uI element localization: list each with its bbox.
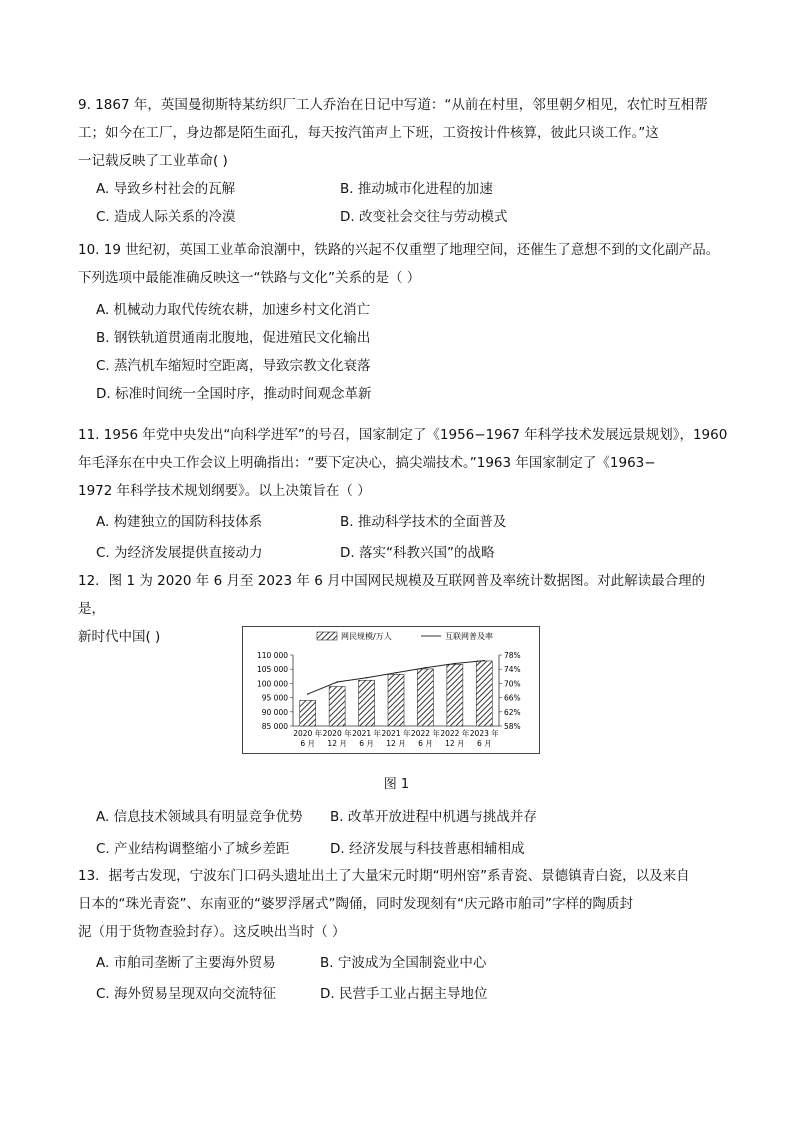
option-c[interactable]: C. 为经济发展提供直接动力 — [96, 545, 263, 561]
question-11-stem — [78, 421, 728, 505]
options-row — [78, 175, 728, 203]
bar — [300, 700, 316, 726]
bar — [476, 661, 492, 726]
x-tick-label-year: 2022 年 — [440, 729, 470, 738]
stem-line: 9. 1867 年，英国曼彻斯特某纺织厂工人乔治在日记中写道：“从前在村里，邻里朝夕相见，农忙时互相帮 — [78, 97, 708, 113]
option-c[interactable]: C. 产业结构调整缩小了城乡差距 — [96, 841, 290, 857]
bar — [417, 669, 433, 726]
x-tick-label-month: 12 月 — [386, 739, 406, 748]
stem-line: 10. 19 世纪初，英国工业革命浪潮中，铁路的兴起不仅重塑了地理空间，还催生了意想不到的文化副产品。 — [78, 242, 720, 258]
option-b[interactable]: B. 钢铁轨道贯通南北腹地，促进殖民文化输出 — [96, 330, 371, 346]
question-10 — [78, 236, 728, 408]
x-tick-label-year: 2021 年 — [381, 729, 411, 738]
option-c[interactable]: C. 海外贸易呈现双向交流特征 — [96, 986, 277, 1002]
stem-line: 日本的“珠光青瓷”、东南亚的“婆罗浮屠式”陶俑，同时发现刻有“庆元路市舶司”字样的陶质封 — [78, 896, 633, 912]
options-row — [78, 203, 728, 231]
question-9-stem — [78, 91, 728, 175]
question-9 — [78, 91, 728, 231]
left-tick-label: 85 000 — [261, 722, 288, 731]
right-tick-label: 74% — [504, 665, 521, 675]
right-tick-label: 62% — [504, 707, 521, 717]
option-b[interactable]: B. 宁波成为全国制瓷业中心 — [320, 955, 487, 971]
right-tick-label: 70% — [504, 679, 521, 689]
option-a[interactable]: A. 信息技术领域具有明显竞争优势 — [96, 809, 303, 825]
options-row — [78, 949, 728, 977]
line-point — [307, 693, 309, 695]
x-tick-label-year: 2020 年 — [322, 729, 352, 738]
x-tick-label-month: 6 月 — [300, 739, 316, 748]
line-point — [483, 660, 485, 662]
option-c[interactable]: C. 蒸汽机车缩短时空距离，导致宗教文化衰落 — [96, 358, 371, 374]
question-10-stem — [78, 236, 728, 292]
stem-line: 一记载反映了工业革命( ) — [78, 153, 228, 169]
bar — [359, 680, 375, 726]
option-b[interactable]: B. 推动城市化进程的加速 — [340, 181, 493, 197]
stem-line: 泥（用于货物查验封存）。这反映出当时（ ） — [78, 924, 346, 940]
chart-svg — [243, 627, 539, 753]
stem-line: 下列选项中最能准确反映这一“铁路与文化”关系的是（ ） — [78, 270, 421, 286]
left-tick-label: 90 000 — [261, 707, 288, 717]
x-tick-label-month: 6 月 — [359, 739, 374, 748]
stem-line: 11. 1956 年党中央发出“向科学进军”的号召，国家制定了《1956−1967 年科学技术发展远景规划》，1960 — [78, 427, 728, 443]
stem-line: 12．图 1 为 2020 年 6 月至 2023 年 6 月中国网民规模及互联网普及率统计数据图。对此解读最合理的是， — [78, 573, 706, 617]
legend-line-label: 互联网普及率 — [445, 632, 493, 641]
question-12-options — [78, 803, 728, 863]
x-tick-label-month: 6 月 — [418, 739, 433, 748]
legend-bar-label: 网民规模/万人 — [341, 632, 392, 641]
line-point — [425, 667, 427, 669]
option-a[interactable]: A. 市舶司垄断了主要海外贸易 — [96, 955, 276, 971]
stem-line: 13．据考古发现，宁波东门口码头遗址出土了大量宋元时期“明州窑”系青瓷、景德镇青白瓷，以及来自 — [78, 868, 690, 884]
stem-line: 1972 年科学技术规划纲要》。以上决策旨在（ ） — [78, 483, 371, 499]
line-point — [395, 672, 397, 674]
x-tick-label-month: 12 月 — [445, 739, 465, 748]
option-d[interactable]: D. 民营手工业占据主导地位 — [320, 986, 488, 1002]
question-13-stem — [78, 862, 728, 946]
left-tick-label: 105 000 — [256, 665, 288, 675]
options-row — [78, 803, 728, 831]
question-11 — [78, 421, 728, 567]
options-row — [78, 835, 728, 863]
stem-line: 年毛泽东在中央工作会议上明确指出：“要下定决心，搞尖端技术。”1963 年国家制定了《1963− — [78, 455, 656, 471]
line-point — [366, 677, 368, 679]
option-c[interactable]: C. 造成人际关系的冷漠 — [96, 209, 236, 225]
options-row — [78, 539, 728, 567]
line-point — [336, 681, 338, 683]
options-row — [78, 508, 728, 536]
left-tick-label: 110 000 — [256, 651, 288, 660]
right-tick-label: 78% — [504, 651, 521, 660]
option-d[interactable]: D. 标准时间统一全国时序，推动时间观念革新 — [96, 386, 372, 402]
bar — [447, 664, 463, 726]
option-a[interactable]: A. 构建独立的国防科技体系 — [96, 514, 263, 530]
bar — [388, 674, 404, 726]
x-tick-label-year: 2021 年 — [352, 729, 382, 738]
figure-caption: 图 1 — [383, 777, 410, 792]
option-d[interactable]: D. 改变社会交往与劳动模式 — [340, 209, 508, 225]
option-b[interactable]: B. 改革开放进程中机遇与挑战并存 — [330, 809, 537, 825]
right-tick-label: 58% — [504, 722, 521, 731]
stem-line: 新时代中国( ) — [78, 629, 161, 645]
option-a[interactable]: A. 导致乡村社会的瓦解 — [96, 181, 236, 197]
option-d[interactable]: D. 经济发展与科技普惠相辅相成 — [330, 841, 525, 857]
x-tick-label-month: 6 月 — [476, 739, 492, 748]
x-tick-label-year: 2022 年 — [410, 729, 440, 738]
option-d[interactable]: D. 落实“科教兴国”的战略 — [340, 545, 495, 561]
x-tick-label-year: 2020 年 — [293, 729, 323, 738]
x-tick-label-year: 2023 年 — [469, 729, 499, 738]
internet-chart — [242, 626, 540, 754]
legend-bar-swatch — [317, 632, 337, 640]
question-13 — [78, 862, 728, 1008]
option-b[interactable]: B. 推动科学技术的全面普及 — [340, 514, 507, 530]
options-row — [78, 980, 728, 1008]
right-tick-label: 66% — [504, 693, 521, 703]
x-tick-label-month: 12 月 — [327, 739, 347, 748]
stem-line: 工；如今在工厂，身边都是陌生面孔，每天按汽笛声上下班，工资按计件核算，彼此只谈工作。”这 — [78, 125, 659, 141]
line-point — [454, 663, 456, 665]
left-tick-label: 100 000 — [256, 679, 288, 689]
option-a[interactable]: A. 机械动力取代传统农耕，加速乡村文化消亡 — [96, 302, 371, 318]
bar — [329, 687, 345, 726]
left-tick-label: 95 000 — [261, 693, 288, 703]
